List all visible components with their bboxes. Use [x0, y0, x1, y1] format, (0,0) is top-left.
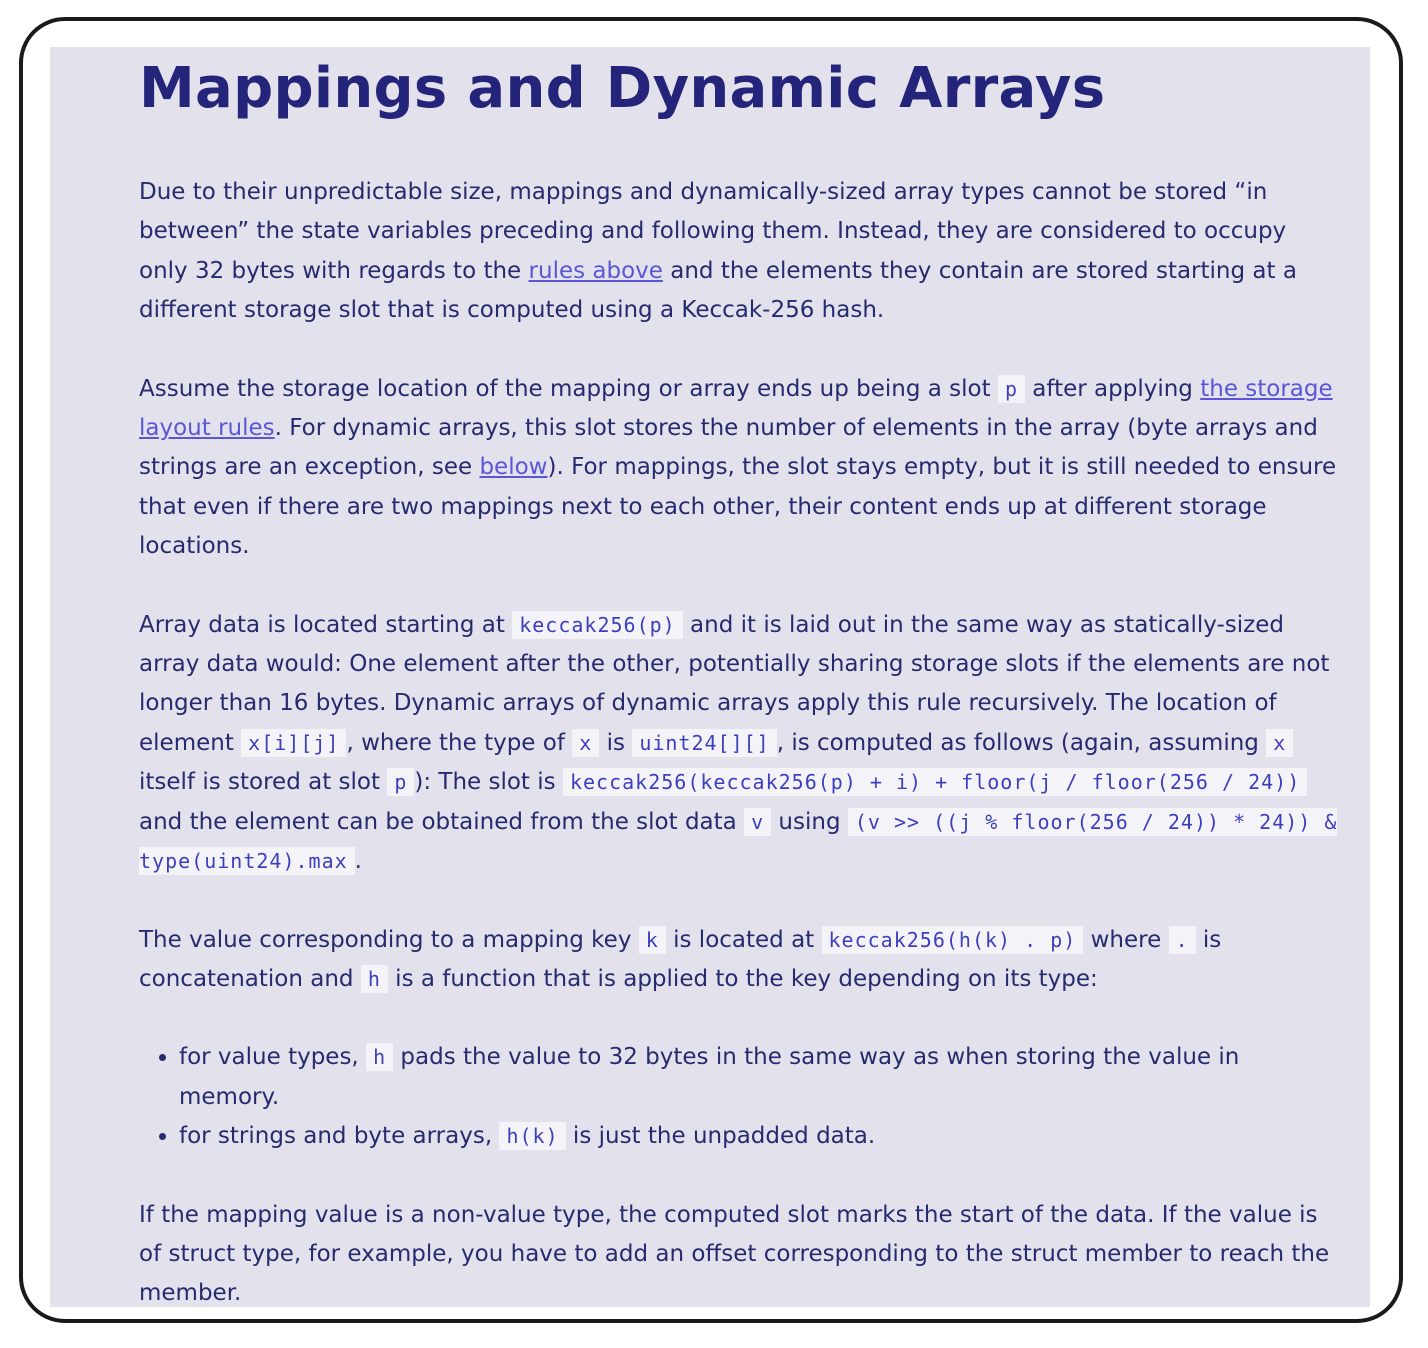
paragraph-mapping-key — [139, 921, 1339, 1000]
inline-code: keccak256(h(k) . p) — [822, 926, 1084, 954]
list-item — [179, 1117, 1339, 1156]
text: for value types, — [179, 1044, 367, 1071]
text: is — [599, 729, 633, 756]
inline-code: p — [387, 768, 414, 796]
text: and the element can be obtained from the slot data — [139, 808, 745, 835]
inline-code: x[i][j] — [241, 729, 346, 757]
list-item — [179, 1038, 1339, 1117]
inline-code: . — [1169, 926, 1196, 954]
text: ): The slot is — [414, 769, 563, 796]
text: Array data is located starting at — [139, 611, 513, 638]
text: The value corresponding to a mapping key — [139, 926, 639, 953]
text: Due to their unpredictable size, mappings and dynamically-sized array types cannot be stored “in between” the state variables preceding and following them. Instead, they are considered to occupy only 32 bytes with regards to the — [139, 179, 1287, 284]
text: . For dynamic arrays, this slot stores the number of elements in the array (byte arrays and strings are an exception, see — [139, 415, 1318, 481]
text: Assume the storage location of the mapping or array ends up being a slot — [139, 375, 998, 402]
text: after applying — [1025, 375, 1201, 402]
inline-code: h — [361, 965, 388, 993]
text: pads the value to 32 bytes in the same way as when storing the value in memory. — [179, 1044, 1240, 1110]
text: is just the unpadded data. — [565, 1123, 876, 1150]
text: ). For mappings, the slot stays empty, but it is still needed to ensure that even if there are two mappings next to each other, their content ends up at different storage locations. — [139, 454, 1337, 560]
paragraph-slot — [139, 370, 1339, 567]
inline-code: v — [744, 808, 771, 836]
below-link[interactable]: below — [479, 454, 548, 481]
inline-code: h(k) — [499, 1122, 565, 1150]
text: and it is laid out in the same way as statically-sized array data would: One element after the other, potentially sharing storage slots if the elements are not longer than 16 bytes. Dynamic arrays of dynamic arrays apply this rule recursively. The location of element — [139, 611, 1330, 756]
paragraph-array-data — [139, 606, 1339, 882]
text: itself is stored at slot — [139, 769, 388, 796]
text: and the elements they contain are stored starting at a different storage slot that is computed using a Keccak-256 hash. — [139, 257, 1297, 324]
inline-code: keccak256(keccak256(p) + i) + floor(j / floor(256 / 24)) — [563, 768, 1307, 796]
inline-code: h — [366, 1043, 393, 1071]
rules-above-link[interactable]: rules above — [528, 257, 663, 284]
paragraph-intro — [139, 173, 1339, 331]
inline-code: p — [998, 375, 1025, 403]
document-panel — [50, 47, 1370, 1307]
storage-layout-rules-link[interactable]: the storage layout rules — [139, 375, 1333, 442]
bullet-list — [139, 1038, 1339, 1156]
text: for strings and byte arrays, — [179, 1123, 500, 1150]
text: is a function that is applied to the key depending on its type: — [387, 965, 1098, 992]
inline-code: x — [572, 729, 599, 757]
text: where — [1083, 926, 1169, 953]
page-title: Mappings and Dynamic Arrays — [139, 56, 1106, 121]
text: is concatenation and — [139, 926, 1222, 992]
inline-code: x — [1266, 729, 1293, 757]
article-content — [139, 47, 1339, 1307]
text: , is computed as follows (again, assuming — [776, 729, 1267, 756]
text: . — [354, 848, 362, 875]
text: using — [771, 808, 848, 835]
inline-code: (v >> ((j % floor(256 / 24)) * 24)) & type(uint24).max — [139, 809, 1338, 874]
inline-code: k — [639, 926, 666, 954]
text: , where the type of — [346, 729, 573, 756]
text: is located at — [665, 926, 822, 953]
inline-code: keccak256(p) — [512, 611, 683, 639]
inline-code: uint24[][] — [632, 729, 776, 757]
paragraph-non-value: If the mapping value is a non-value type, the computed slot marks the start of the data. If the value is of struct type, for example, you have to add an offset corresponding to the struct member to reach the member. — [139, 1201, 1330, 1307]
